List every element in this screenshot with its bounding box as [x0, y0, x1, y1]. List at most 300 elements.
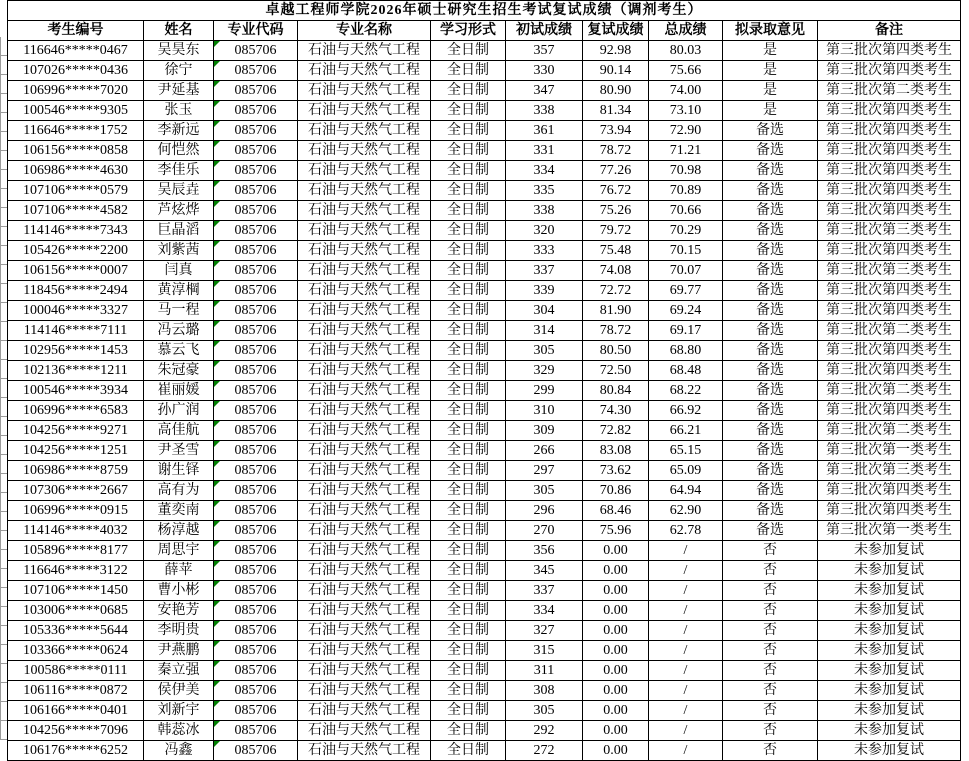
major-name-cell[interactable]: 石油与天然气工程 — [298, 461, 431, 481]
remark-cell[interactable]: 第三批次第四类考生 — [818, 241, 961, 261]
name-cell[interactable]: 闫真 — [144, 261, 214, 281]
major-code-cell[interactable]: 085706 — [214, 621, 298, 641]
initial-score-cell[interactable]: 314 — [506, 321, 583, 341]
admission-opinion-cell[interactable]: 备选 — [723, 341, 818, 361]
major-name-cell[interactable]: 石油与天然气工程 — [298, 221, 431, 241]
study-form-cell[interactable]: 全日制 — [431, 401, 506, 421]
retest-score-cell[interactable]: 80.50 — [583, 341, 649, 361]
major-name-cell[interactable]: 石油与天然气工程 — [298, 201, 431, 221]
retest-score-cell[interactable]: 72.82 — [583, 421, 649, 441]
study-form-cell[interactable]: 全日制 — [431, 141, 506, 161]
admission-opinion-cell[interactable]: 否 — [723, 701, 818, 721]
major-code-cell[interactable]: 085706 — [214, 141, 298, 161]
major-code-cell[interactable]: 085706 — [214, 161, 298, 181]
study-form-cell[interactable]: 全日制 — [431, 461, 506, 481]
candidate-id-cell[interactable]: 106116*****0872 — [8, 681, 144, 701]
major-code-cell[interactable]: 085706 — [214, 221, 298, 241]
total-score-cell[interactable]: 70.15 — [649, 241, 723, 261]
initial-score-cell[interactable]: 310 — [506, 401, 583, 421]
retest-score-cell[interactable]: 78.72 — [583, 141, 649, 161]
column-header[interactable]: 专业名称 — [298, 21, 431, 41]
retest-score-cell[interactable]: 70.86 — [583, 481, 649, 501]
admission-opinion-cell[interactable]: 否 — [723, 541, 818, 561]
major-name-cell[interactable]: 石油与天然气工程 — [298, 121, 431, 141]
name-cell[interactable]: 李明贵 — [144, 621, 214, 641]
major-name-cell[interactable]: 石油与天然气工程 — [298, 141, 431, 161]
retest-score-cell[interactable]: 75.96 — [583, 521, 649, 541]
candidate-id-cell[interactable]: 106996*****7020 — [8, 81, 144, 101]
total-score-cell[interactable]: 73.10 — [649, 101, 723, 121]
column-header[interactable]: 姓名 — [144, 21, 214, 41]
remark-cell[interactable]: 第三批次第二类考生 — [818, 321, 961, 341]
retest-score-cell[interactable]: 0.00 — [583, 721, 649, 741]
total-score-cell[interactable]: / — [649, 741, 723, 761]
major-name-cell[interactable]: 石油与天然气工程 — [298, 581, 431, 601]
major-name-cell[interactable]: 石油与天然气工程 — [298, 481, 431, 501]
admission-opinion-cell[interactable]: 是 — [723, 41, 818, 61]
name-cell[interactable]: 尹圣雪 — [144, 441, 214, 461]
major-code-cell[interactable]: 085706 — [214, 241, 298, 261]
major-name-cell[interactable]: 石油与天然气工程 — [298, 161, 431, 181]
major-code-cell[interactable]: 085706 — [214, 81, 298, 101]
study-form-cell[interactable]: 全日制 — [431, 281, 506, 301]
retest-score-cell[interactable]: 0.00 — [583, 621, 649, 641]
retest-score-cell[interactable]: 81.34 — [583, 101, 649, 121]
major-code-cell[interactable]: 085706 — [214, 201, 298, 221]
candidate-id-cell[interactable]: 107306*****2667 — [8, 481, 144, 501]
major-code-cell[interactable]: 085706 — [214, 341, 298, 361]
retest-score-cell[interactable]: 77.26 — [583, 161, 649, 181]
retest-score-cell[interactable]: 68.46 — [583, 501, 649, 521]
major-code-cell[interactable]: 085706 — [214, 101, 298, 121]
name-cell[interactable]: 李新远 — [144, 121, 214, 141]
name-cell[interactable]: 慕云飞 — [144, 341, 214, 361]
name-cell[interactable]: 朱冠豪 — [144, 361, 214, 381]
major-name-cell[interactable]: 石油与天然气工程 — [298, 401, 431, 421]
remark-cell[interactable]: 未参加复试 — [818, 601, 961, 621]
retest-score-cell[interactable]: 0.00 — [583, 701, 649, 721]
study-form-cell[interactable]: 全日制 — [431, 721, 506, 741]
major-name-cell[interactable]: 石油与天然气工程 — [298, 721, 431, 741]
study-form-cell[interactable]: 全日制 — [431, 161, 506, 181]
retest-score-cell[interactable]: 0.00 — [583, 661, 649, 681]
admission-opinion-cell[interactable]: 否 — [723, 661, 818, 681]
remark-cell[interactable]: 第三批次第一类考生 — [818, 521, 961, 541]
admission-opinion-cell[interactable]: 备选 — [723, 121, 818, 141]
remark-cell[interactable]: 未参加复试 — [818, 661, 961, 681]
major-name-cell[interactable]: 石油与天然气工程 — [298, 361, 431, 381]
initial-score-cell[interactable]: 305 — [506, 701, 583, 721]
initial-score-cell[interactable]: 334 — [506, 601, 583, 621]
name-cell[interactable]: 高佳航 — [144, 421, 214, 441]
major-name-cell[interactable]: 石油与天然气工程 — [298, 641, 431, 661]
column-header[interactable]: 初试成绩 — [506, 21, 583, 41]
study-form-cell[interactable]: 全日制 — [431, 681, 506, 701]
admission-opinion-cell[interactable]: 否 — [723, 721, 818, 741]
candidate-id-cell[interactable]: 107106*****0579 — [8, 181, 144, 201]
admission-opinion-cell[interactable]: 是 — [723, 101, 818, 121]
total-score-cell[interactable]: / — [649, 621, 723, 641]
candidate-id-cell[interactable]: 104256*****9271 — [8, 421, 144, 441]
remark-cell[interactable]: 未参加复试 — [818, 641, 961, 661]
retest-score-cell[interactable]: 80.90 — [583, 81, 649, 101]
study-form-cell[interactable]: 全日制 — [431, 341, 506, 361]
major-name-cell[interactable]: 石油与天然气工程 — [298, 321, 431, 341]
study-form-cell[interactable]: 全日制 — [431, 421, 506, 441]
candidate-id-cell[interactable]: 100046*****3327 — [8, 301, 144, 321]
initial-score-cell[interactable]: 356 — [506, 541, 583, 561]
retest-score-cell[interactable]: 76.72 — [583, 181, 649, 201]
study-form-cell[interactable]: 全日制 — [431, 501, 506, 521]
major-code-cell[interactable]: 085706 — [214, 721, 298, 741]
retest-score-cell[interactable]: 74.08 — [583, 261, 649, 281]
candidate-id-cell[interactable]: 100546*****3934 — [8, 381, 144, 401]
major-code-cell[interactable]: 085706 — [214, 521, 298, 541]
remark-cell[interactable]: 第三批次第四类考生 — [818, 141, 961, 161]
admission-opinion-cell[interactable]: 备选 — [723, 141, 818, 161]
study-form-cell[interactable]: 全日制 — [431, 561, 506, 581]
total-score-cell[interactable]: 70.98 — [649, 161, 723, 181]
admission-opinion-cell[interactable]: 备选 — [723, 261, 818, 281]
study-form-cell[interactable]: 全日制 — [431, 221, 506, 241]
retest-score-cell[interactable]: 73.62 — [583, 461, 649, 481]
column-header[interactable]: 专业代码 — [214, 21, 298, 41]
remark-cell[interactable]: 第三批次第四类考生 — [818, 181, 961, 201]
candidate-id-cell[interactable]: 102956*****1453 — [8, 341, 144, 361]
major-name-cell[interactable]: 石油与天然气工程 — [298, 81, 431, 101]
total-score-cell[interactable]: 74.00 — [649, 81, 723, 101]
remark-cell[interactable]: 未参加复试 — [818, 621, 961, 641]
name-cell[interactable]: 尹延基 — [144, 81, 214, 101]
admission-opinion-cell[interactable]: 否 — [723, 601, 818, 621]
candidate-id-cell[interactable]: 103366*****0624 — [8, 641, 144, 661]
admission-opinion-cell[interactable]: 备选 — [723, 281, 818, 301]
major-name-cell[interactable]: 石油与天然气工程 — [298, 701, 431, 721]
admission-opinion-cell[interactable]: 备选 — [723, 521, 818, 541]
admission-opinion-cell[interactable]: 否 — [723, 681, 818, 701]
remark-cell[interactable]: 第三批次第二类考生 — [818, 81, 961, 101]
admission-opinion-cell[interactable]: 否 — [723, 561, 818, 581]
initial-score-cell[interactable]: 329 — [506, 361, 583, 381]
name-cell[interactable]: 芦炫烨 — [144, 201, 214, 221]
name-cell[interactable]: 周思宇 — [144, 541, 214, 561]
initial-score-cell[interactable]: 315 — [506, 641, 583, 661]
study-form-cell[interactable]: 全日制 — [431, 441, 506, 461]
admission-opinion-cell[interactable]: 备选 — [723, 361, 818, 381]
initial-score-cell[interactable]: 330 — [506, 61, 583, 81]
remark-cell[interactable]: 第三批次第四类考生 — [818, 201, 961, 221]
retest-score-cell[interactable]: 75.48 — [583, 241, 649, 261]
retest-score-cell[interactable]: 79.72 — [583, 221, 649, 241]
column-header[interactable]: 考生编号 — [8, 21, 144, 41]
retest-score-cell[interactable]: 75.26 — [583, 201, 649, 221]
total-score-cell[interactable]: / — [649, 721, 723, 741]
total-score-cell[interactable]: 68.80 — [649, 341, 723, 361]
major-name-cell[interactable]: 石油与天然气工程 — [298, 61, 431, 81]
name-cell[interactable]: 冯云璐 — [144, 321, 214, 341]
admission-opinion-cell[interactable]: 备选 — [723, 161, 818, 181]
initial-score-cell[interactable]: 292 — [506, 721, 583, 741]
major-code-cell[interactable]: 085706 — [214, 681, 298, 701]
initial-score-cell[interactable]: 357 — [506, 41, 583, 61]
name-cell[interactable]: 谢生铎 — [144, 461, 214, 481]
candidate-id-cell[interactable]: 114146*****4032 — [8, 521, 144, 541]
initial-score-cell[interactable]: 361 — [506, 121, 583, 141]
major-code-cell[interactable]: 085706 — [214, 661, 298, 681]
retest-score-cell[interactable]: 0.00 — [583, 541, 649, 561]
remark-cell[interactable]: 第三批次第四类考生 — [818, 161, 961, 181]
study-form-cell[interactable]: 全日制 — [431, 641, 506, 661]
study-form-cell[interactable]: 全日制 — [431, 661, 506, 681]
major-code-cell[interactable]: 085706 — [214, 261, 298, 281]
major-code-cell[interactable]: 085706 — [214, 541, 298, 561]
study-form-cell[interactable]: 全日制 — [431, 321, 506, 341]
major-name-cell[interactable]: 石油与天然气工程 — [298, 281, 431, 301]
total-score-cell[interactable]: 62.90 — [649, 501, 723, 521]
major-code-cell[interactable]: 085706 — [214, 121, 298, 141]
column-header[interactable]: 复试成绩 — [583, 21, 649, 41]
major-name-cell[interactable]: 石油与天然气工程 — [298, 241, 431, 261]
name-cell[interactable]: 黄淳棡 — [144, 281, 214, 301]
retest-score-cell[interactable]: 73.94 — [583, 121, 649, 141]
major-code-cell[interactable]: 085706 — [214, 41, 298, 61]
candidate-id-cell[interactable]: 106176*****6252 — [8, 741, 144, 761]
initial-score-cell[interactable]: 333 — [506, 241, 583, 261]
retest-score-cell[interactable]: 78.72 — [583, 321, 649, 341]
study-form-cell[interactable]: 全日制 — [431, 701, 506, 721]
total-score-cell[interactable]: 65.15 — [649, 441, 723, 461]
initial-score-cell[interactable]: 299 — [506, 381, 583, 401]
major-code-cell[interactable]: 085706 — [214, 321, 298, 341]
candidate-id-cell[interactable]: 105896*****8177 — [8, 541, 144, 561]
initial-score-cell[interactable]: 327 — [506, 621, 583, 641]
major-code-cell[interactable]: 085706 — [214, 581, 298, 601]
remark-cell[interactable]: 第三批次第四类考生 — [818, 361, 961, 381]
total-score-cell[interactable]: 68.22 — [649, 381, 723, 401]
admission-opinion-cell[interactable]: 备选 — [723, 501, 818, 521]
name-cell[interactable]: 董奕南 — [144, 501, 214, 521]
candidate-id-cell[interactable]: 106986*****8759 — [8, 461, 144, 481]
remark-cell[interactable]: 未参加复试 — [818, 721, 961, 741]
initial-score-cell[interactable]: 311 — [506, 661, 583, 681]
candidate-id-cell[interactable]: 116646*****3122 — [8, 561, 144, 581]
candidate-id-cell[interactable]: 107026*****0436 — [8, 61, 144, 81]
remark-cell[interactable]: 未参加复试 — [818, 581, 961, 601]
candidate-id-cell[interactable]: 106996*****0915 — [8, 501, 144, 521]
retest-score-cell[interactable]: 72.72 — [583, 281, 649, 301]
total-score-cell[interactable]: 70.29 — [649, 221, 723, 241]
study-form-cell[interactable]: 全日制 — [431, 741, 506, 761]
total-score-cell[interactable]: / — [649, 581, 723, 601]
major-code-cell[interactable]: 085706 — [214, 281, 298, 301]
total-score-cell[interactable]: 80.03 — [649, 41, 723, 61]
column-header[interactable]: 学习形式 — [431, 21, 506, 41]
admission-opinion-cell[interactable]: 备选 — [723, 461, 818, 481]
admission-opinion-cell[interactable]: 备选 — [723, 481, 818, 501]
candidate-id-cell[interactable]: 114146*****7343 — [8, 221, 144, 241]
retest-score-cell[interactable]: 90.14 — [583, 61, 649, 81]
remark-cell[interactable]: 第三批次第四类考生 — [818, 281, 961, 301]
total-score-cell[interactable]: 72.90 — [649, 121, 723, 141]
name-cell[interactable]: 何恺然 — [144, 141, 214, 161]
total-score-cell[interactable]: 70.89 — [649, 181, 723, 201]
study-form-cell[interactable]: 全日制 — [431, 541, 506, 561]
study-form-cell[interactable]: 全日制 — [431, 241, 506, 261]
initial-score-cell[interactable]: 272 — [506, 741, 583, 761]
study-form-cell[interactable]: 全日制 — [431, 101, 506, 121]
total-score-cell[interactable]: / — [649, 681, 723, 701]
admission-opinion-cell[interactable]: 否 — [723, 741, 818, 761]
admission-opinion-cell[interactable]: 备选 — [723, 301, 818, 321]
total-score-cell[interactable]: / — [649, 541, 723, 561]
initial-score-cell[interactable]: 337 — [506, 581, 583, 601]
name-cell[interactable]: 薛苹 — [144, 561, 214, 581]
initial-score-cell[interactable]: 347 — [506, 81, 583, 101]
initial-score-cell[interactable]: 335 — [506, 181, 583, 201]
major-name-cell[interactable]: 石油与天然气工程 — [298, 341, 431, 361]
major-name-cell[interactable]: 石油与天然气工程 — [298, 521, 431, 541]
name-cell[interactable]: 安艳芳 — [144, 601, 214, 621]
remark-cell[interactable]: 第三批次第四类考生 — [818, 301, 961, 321]
admission-opinion-cell[interactable]: 备选 — [723, 181, 818, 201]
study-form-cell[interactable]: 全日制 — [431, 381, 506, 401]
initial-score-cell[interactable]: 297 — [506, 461, 583, 481]
name-cell[interactable]: 刘紫茜 — [144, 241, 214, 261]
major-name-cell[interactable]: 石油与天然气工程 — [298, 741, 431, 761]
retest-score-cell[interactable]: 0.00 — [583, 741, 649, 761]
candidate-id-cell[interactable]: 105336*****5644 — [8, 621, 144, 641]
remark-cell[interactable]: 第三批次第四类考生 — [818, 101, 961, 121]
name-cell[interactable]: 崔丽媛 — [144, 381, 214, 401]
remark-cell[interactable]: 第三批次第三类考生 — [818, 221, 961, 241]
major-code-cell[interactable]: 085706 — [214, 301, 298, 321]
major-name-cell[interactable]: 石油与天然气工程 — [298, 541, 431, 561]
candidate-id-cell[interactable]: 106986*****4630 — [8, 161, 144, 181]
major-name-cell[interactable]: 石油与天然气工程 — [298, 681, 431, 701]
remark-cell[interactable]: 第三批次第二类考生 — [818, 421, 961, 441]
admission-opinion-cell[interactable]: 备选 — [723, 201, 818, 221]
total-score-cell[interactable]: 69.17 — [649, 321, 723, 341]
name-cell[interactable]: 曹小彬 — [144, 581, 214, 601]
total-score-cell[interactable]: 66.92 — [649, 401, 723, 421]
major-name-cell[interactable]: 石油与天然气工程 — [298, 101, 431, 121]
study-form-cell[interactable]: 全日制 — [431, 81, 506, 101]
major-name-cell[interactable]: 石油与天然气工程 — [298, 501, 431, 521]
remark-cell[interactable]: 未参加复试 — [818, 681, 961, 701]
remark-cell[interactable]: 第三批次第四类考生 — [818, 481, 961, 501]
candidate-id-cell[interactable]: 118456*****2494 — [8, 281, 144, 301]
total-score-cell[interactable]: 68.48 — [649, 361, 723, 381]
major-name-cell[interactable]: 石油与天然气工程 — [298, 181, 431, 201]
total-score-cell[interactable]: / — [649, 641, 723, 661]
remark-cell[interactable]: 第三批次第四类考生 — [818, 501, 961, 521]
total-score-cell[interactable]: / — [649, 701, 723, 721]
major-code-cell[interactable]: 085706 — [214, 481, 298, 501]
name-cell[interactable]: 侯伊美 — [144, 681, 214, 701]
retest-score-cell[interactable]: 0.00 — [583, 581, 649, 601]
name-cell[interactable]: 吴辰垚 — [144, 181, 214, 201]
initial-score-cell[interactable]: 320 — [506, 221, 583, 241]
major-code-cell[interactable]: 085706 — [214, 61, 298, 81]
study-form-cell[interactable]: 全日制 — [431, 261, 506, 281]
candidate-id-cell[interactable]: 100546*****9305 — [8, 101, 144, 121]
initial-score-cell[interactable]: 334 — [506, 161, 583, 181]
admission-opinion-cell[interactable]: 否 — [723, 641, 818, 661]
retest-score-cell[interactable]: 0.00 — [583, 681, 649, 701]
candidate-id-cell[interactable]: 114146*****7111 — [8, 321, 144, 341]
name-cell[interactable]: 韩蕊冰 — [144, 721, 214, 741]
admission-opinion-cell[interactable]: 备选 — [723, 381, 818, 401]
name-cell[interactable]: 刘新宇 — [144, 701, 214, 721]
initial-score-cell[interactable]: 337 — [506, 261, 583, 281]
study-form-cell[interactable]: 全日制 — [431, 361, 506, 381]
initial-score-cell[interactable]: 331 — [506, 141, 583, 161]
name-cell[interactable]: 吴昊东 — [144, 41, 214, 61]
remark-cell[interactable]: 未参加复试 — [818, 741, 961, 761]
total-score-cell[interactable]: 62.78 — [649, 521, 723, 541]
name-cell[interactable]: 巨晶滔 — [144, 221, 214, 241]
name-cell[interactable]: 李佳乐 — [144, 161, 214, 181]
total-score-cell[interactable]: / — [649, 661, 723, 681]
candidate-id-cell[interactable]: 106156*****0007 — [8, 261, 144, 281]
major-code-cell[interactable]: 085706 — [214, 601, 298, 621]
retest-score-cell[interactable]: 83.08 — [583, 441, 649, 461]
major-name-cell[interactable]: 石油与天然气工程 — [298, 441, 431, 461]
admission-opinion-cell[interactable]: 否 — [723, 581, 818, 601]
retest-score-cell[interactable]: 0.00 — [583, 601, 649, 621]
admission-opinion-cell[interactable]: 否 — [723, 621, 818, 641]
major-code-cell[interactable]: 085706 — [214, 181, 298, 201]
initial-score-cell[interactable]: 270 — [506, 521, 583, 541]
initial-score-cell[interactable]: 305 — [506, 341, 583, 361]
study-form-cell[interactable]: 全日制 — [431, 201, 506, 221]
total-score-cell[interactable]: 64.94 — [649, 481, 723, 501]
column-header[interactable]: 备注 — [818, 21, 961, 41]
study-form-cell[interactable]: 全日制 — [431, 121, 506, 141]
column-header[interactable]: 总成绩 — [649, 21, 723, 41]
retest-score-cell[interactable]: 0.00 — [583, 641, 649, 661]
study-form-cell[interactable]: 全日制 — [431, 181, 506, 201]
remark-cell[interactable]: 第三批次第四类考生 — [818, 41, 961, 61]
column-header[interactable]: 拟录取意见 — [723, 21, 818, 41]
candidate-id-cell[interactable]: 106166*****0401 — [8, 701, 144, 721]
study-form-cell[interactable]: 全日制 — [431, 481, 506, 501]
major-name-cell[interactable]: 石油与天然气工程 — [298, 421, 431, 441]
name-cell[interactable]: 秦立强 — [144, 661, 214, 681]
total-score-cell[interactable]: 66.21 — [649, 421, 723, 441]
initial-score-cell[interactable]: 338 — [506, 201, 583, 221]
total-score-cell[interactable]: 75.66 — [649, 61, 723, 81]
admission-opinion-cell[interactable]: 是 — [723, 81, 818, 101]
remark-cell[interactable]: 未参加复试 — [818, 701, 961, 721]
admission-opinion-cell[interactable]: 备选 — [723, 321, 818, 341]
initial-score-cell[interactable]: 345 — [506, 561, 583, 581]
remark-cell[interactable]: 第三批次第四类考生 — [818, 121, 961, 141]
admission-opinion-cell[interactable]: 备选 — [723, 221, 818, 241]
study-form-cell[interactable]: 全日制 — [431, 61, 506, 81]
major-name-cell[interactable]: 石油与天然气工程 — [298, 41, 431, 61]
major-code-cell[interactable]: 085706 — [214, 421, 298, 441]
total-score-cell[interactable]: 70.66 — [649, 201, 723, 221]
remark-cell[interactable]: 第三批次第四类考生 — [818, 341, 961, 361]
name-cell[interactable]: 高有为 — [144, 481, 214, 501]
admission-opinion-cell[interactable]: 备选 — [723, 421, 818, 441]
major-code-cell[interactable]: 085706 — [214, 561, 298, 581]
candidate-id-cell[interactable]: 102136*****1211 — [8, 361, 144, 381]
total-score-cell[interactable]: / — [649, 601, 723, 621]
candidate-id-cell[interactable]: 107106*****4582 — [8, 201, 144, 221]
major-code-cell[interactable]: 085706 — [214, 381, 298, 401]
